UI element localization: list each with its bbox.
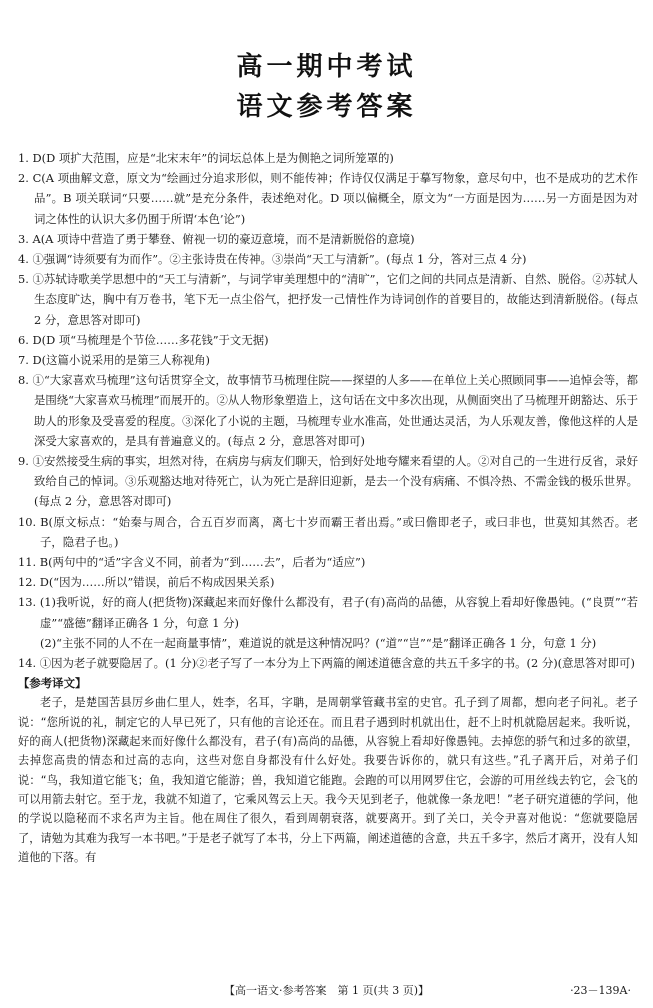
- answer-item-12: 12. D(“因为……所以”错误，前后不构成因果关系): [18, 575, 275, 590]
- answer-item-1: 1. D(D 项扩大范围，应是“北宋末年”的词坛总体上是为侧艳之词所笼罩的): [18, 151, 394, 165]
- footer-code: ·23－139A·: [570, 984, 631, 997]
- answer-list: [18, 148, 638, 867]
- answer-item-11: 11. B(两句中的“适”字含义不同，前者为“到……去”，后者为“适应”): [18, 555, 366, 570]
- answer-item-8: 8. ①“大家喜欢马梳理”这句话贯穿全文，故事情节马梳理住院——探望的人多——在单位上关心照顾同事——追悼会等，都是围绕“大家喜欢马梳理”而展开的。②从人物形象塑造上，这句话在文中多次出现，从侧面突出了马梳理开朗豁达、乐于助人的形象及受喜爱的程度。③深化了小说的主题，马梳理专业水准高，处世通达灵活，为人乐观友善，像他这样的人是深受大家喜欢的，是具有普遍意义的。(每点 2 分，意思答对即可): [18, 373, 638, 448]
- exam-title: 高一期中考试: [236, 52, 417, 82]
- answer-item-3: 3. A(A 项诗中营造了勇于攀登、俯视一切的豪迈意境，而不是清新脱俗的意境): [18, 231, 415, 246]
- translation-heading: 【参考译文】: [18, 676, 87, 691]
- answer-item-4: 4. ①强调“诗须要有为而作”。②主张诗贵在传神。③崇尚“天工与清新”。(每点 1 分，答对三点 4 分): [18, 252, 527, 267]
- answer-item-5: 5. ①苏轼诗歌美学思想中的“天工与清新”，与词学审美理想中的“清旷”，它们之间的共同点是清新、自然、脱俗。②苏轼人生态度旷达，胸中有万卷书，笔下无一点尘俗气，把抒发一己情性作为诗词创作的首要目的，故能达到清新脱俗。(每点 2 分，意思答对即可): [18, 272, 638, 327]
- answer-item-6: 6. D(D 项“马梳理是个节俭……多花钱”于文无据): [18, 332, 269, 347]
- answer-item-2: 2. C(A 项曲解文意，原文为“绘画过分追求形似，则不能传神；作诗仅仅满足于摹写物象，意尽句中，也不是成功的艺术作品”。B 项关联词“只要……就”是充分条件，表述绝对化。D 项以偏概全，原文为“一方面是因为……另一方面是因为对词之体性的认识大多仍囿于所谓‘本色’论”): [18, 171, 638, 226]
- translation-text: 老子，是楚国苦县厉乡曲仁里人，姓李，名耳，字聃，是周朝掌管藏书室的史官。孔子到了周都，想向老子问礼。老子说：“您所说的礼，制定它的人早已死了，只有他的言论还在。而且君子遇到时机就出仕，赶不上时机就隐居起来。我听说，好的商人(把货物)深藏起来而好像什么都没有，君子(有)高尚的品德，从容貌上看却好像愚钝。去掉您的骄气和过多的欲望，去掉您高贵的情态和过高的志向，这些对您自身都没有什么好处。我要告诉你的，就只有这些。”孔子离开后，对弟子们说：“鸟，我知道它能飞；鱼，我知道它能游；兽，我知道它能跑。会跑的可以用网罗住它，会游的可用丝线去钓它，会飞的可以用箭去射它。至于龙，我就不知道了，它乘风驾云上天。我今天见到老子，他就像一条龙吧！”老子研究道德的学问，他的学说以隐秘而不求名声为主旨。他在周住了很久，看到周朝衰落，就要离开。到了关口，关令尹喜对他说：“您就要隐居了，请勉为其难为我写一本书吧。”于是老子就写了本书，分上下两篇，阐述道德的含意，共五千多字，然后才离开，没有人知道他的下落。有: [18, 696, 638, 864]
- page-footer: [0, 980, 653, 1000]
- answer-item-13: 13. (1)我听说，好的商人(把货物)深藏起来而好像什么都没有，君子(有)高尚的品德，从容貌上看却好像愚钝。(“良贾”“若虚”“盛德”翻译正确各 1 分，句意 1 分) (2)“主张不同的人不在一起商量事情”，难道说的就是这种情况吗？(“道”“岂”“是”翻译正确各 1 分，句意 1 分): [18, 595, 638, 650]
- answer-item-10: 10. B(原文标点：“始秦与周合，合五百岁而离，离七十岁而霸王者出焉。”或曰儋即老子，或曰非也，世莫知其然否。老子，隐君子也。): [18, 514, 638, 549]
- answer-item-9: 9. ①安然接受生病的事实，坦然对待，在病房与病友们聊天，恰到好处地夸耀来看望的人。②对自己的一生进行反省，录好致给自己的悼词。③乐观豁达地对待死亡，认为死亡是辞旧迎新，是去一个没有病痛、不惧冷热、不需金钱的极乐世界。(每点 2 分，意思答对即可): [18, 454, 638, 509]
- answer-item-7: 7. D(这篇小说采用的是第三人称视角): [18, 353, 210, 368]
- footer-page-info: 【高一语文·参考答案 第 1 页(共 3 页)】: [223, 984, 430, 997]
- answer-item-14: 14. ①因为老子就要隐居了。(1 分)②老子写了一本分为上下两篇的阐述道德含意的共五千多字的书。(2 分)(意思答对即可): [18, 656, 635, 671]
- exam-subtitle: 语文参考答案: [236, 92, 417, 122]
